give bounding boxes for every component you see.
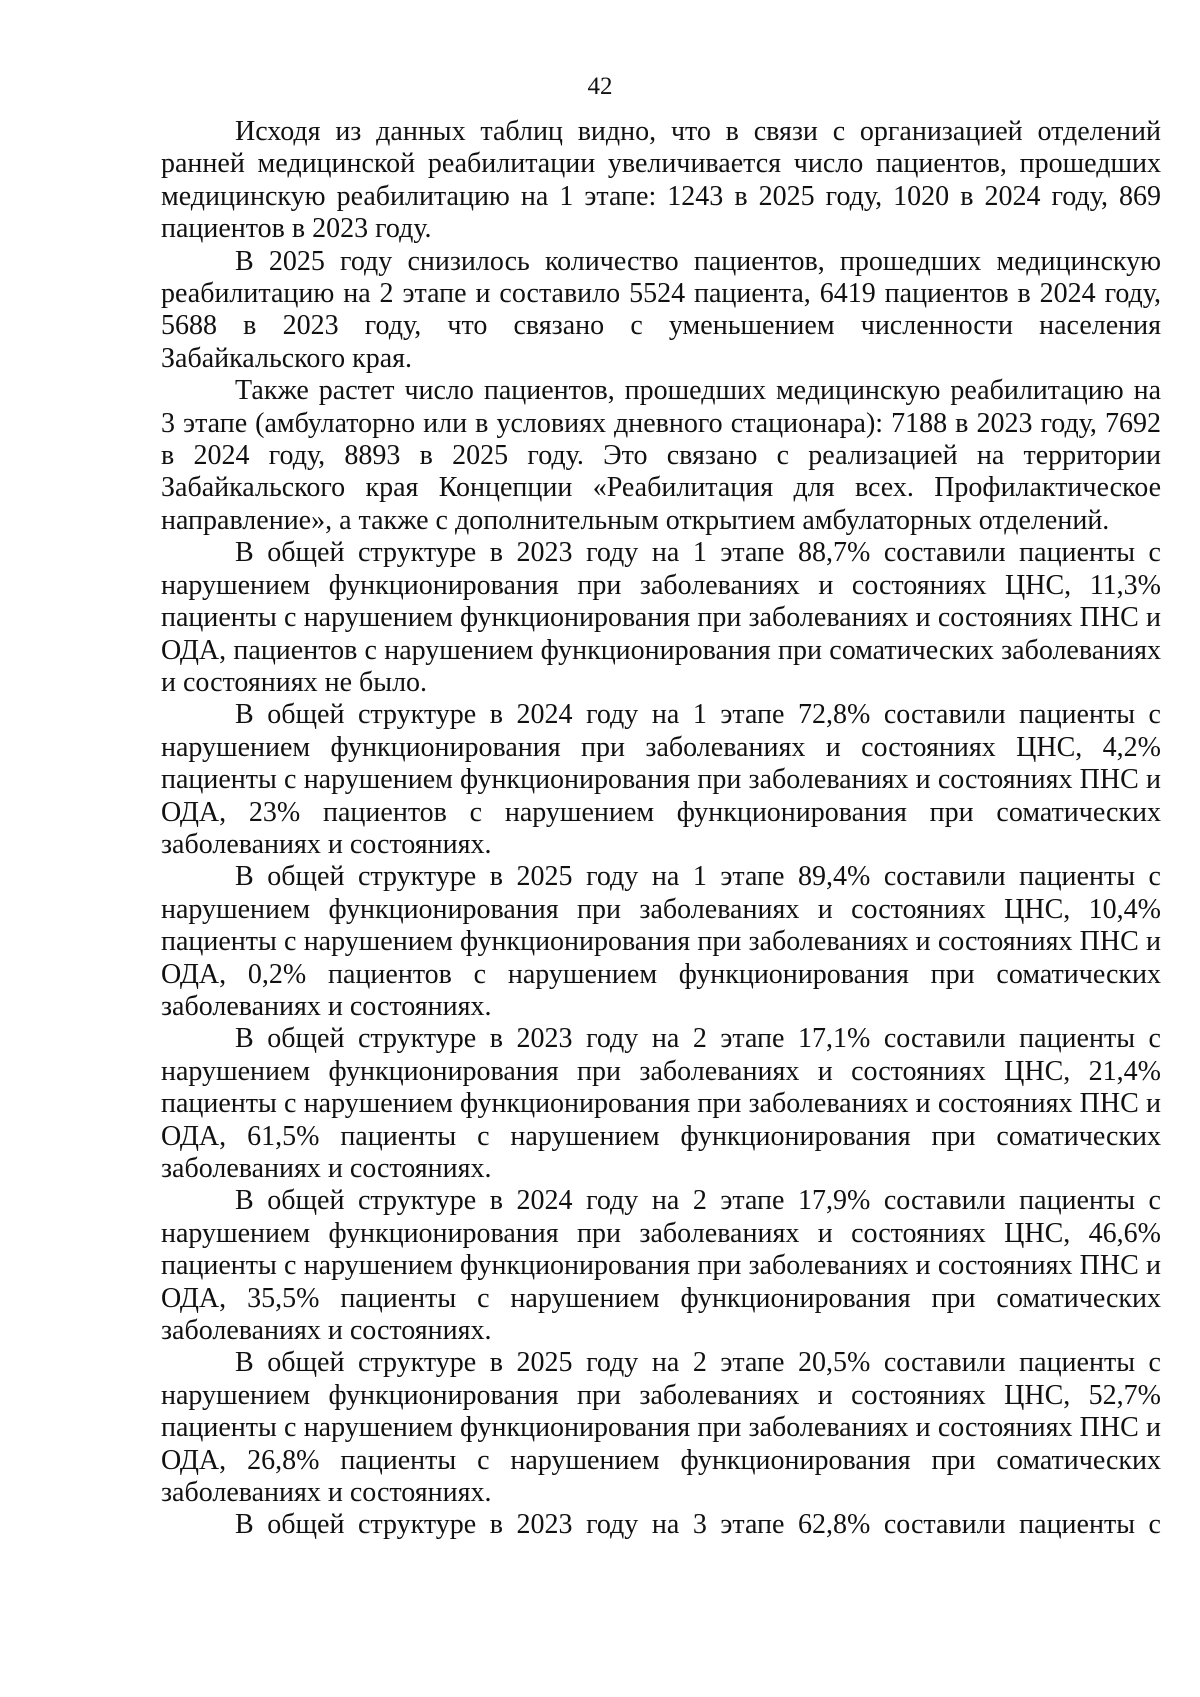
paragraph-structure-2024-stage1: В общей структуре в 2024 году на 1 этапе 72,8% составили пациенты с нарушением функционирования при заболеваниях и состояниях ЦНС, 4,2% пациенты с нарушением функционирования при заболеваниях и состояниях ПНС и ОДА, 23% пациентов с нарушением функционирования при соматических заболеваниях и состояниях. (161, 699, 1161, 860)
paragraph-structure-2023-stage3: В общей структуре в 2023 году на 3 этапе 62,8% составили пациенты с (235, 1509, 1161, 1541)
paragraph-structure-2025-stage2: В общей структуре в 2025 году на 2 этапе 20,5% составили пациенты с нарушением функционирования при заболеваниях и состояниях ЦНС, 52,7% пациенты с нарушением функционирования при заболеваниях и состояниях ПНС и ОДА, 26,8% пациенты с нарушением функционирования при соматических заболеваниях и состояниях. (161, 1347, 1161, 1509)
paragraph-stage1-growth: Исходя из данных таблиц видно, что в связи с организацией отделений ранней медицинской реабилитации увеличивается число пациентов, прошедших медицинскую реабилитацию на 1 этапе: 1243 в 2025 году, 1020 в 2024 году, 869 пациентов в 2023 году. (161, 116, 1161, 245)
body-text (161, 116, 1161, 1542)
page-number: 42 (587, 73, 613, 100)
paragraph-stage3-growth: Также растет число пациентов, прошедших медицинскую реабилитацию на 3 этапе (амбулаторно или в условиях дневного стационара): 7188 в 2023 году, 7692 в 2024 году, 8893 в 2025 году. Это связано с реализацией на территории Забайкальского края Концепции «Реабилитация для всех. Профилактическое направление», а также с дополнительным открытием амбулаторных отделений. (161, 375, 1161, 536)
paragraph-structure-2023-stage1: В общей структуре в 2023 году на 1 этапе 88,7% составили пациенты с нарушением функционирования при заболеваниях и состояниях ЦНС, 11,3% пациенты с нарушением функционирования при заболеваниях и состояниях ПНС и ОДА, пациентов с нарушением функционирования при соматических заболеваниях и состояниях не было. (161, 537, 1161, 698)
paragraph-structure-2023-stage2: В общей структуре в 2023 году на 2 этапе 17,1% составили пациенты с нарушением функционирования при заболеваниях и состояниях ЦНС, 21,4% пациенты с нарушением функционирования при заболеваниях и состояниях ПНС и ОДА, 61,5% пациенты с нарушением функционирования при соматических заболеваниях и состояниях. (161, 1023, 1161, 1184)
paragraph-stage2-decline: В 2025 году снизилось количество пациентов, прошедших медицинскую реабилитацию на 2 этапе и составило 5524 пациента, 6419 пациентов в 2024 году, 5688 в 2023 году, что связано с уменьшением численности населения Забайкальского края. (161, 245, 1161, 374)
paragraph-structure-2025-stage1: В общей структуре в 2025 году на 1 этапе 89,4% составили пациенты с нарушением функционирования при заболеваниях и состояниях ЦНС, 10,4% пациенты с нарушением функционирования при заболеваниях и состояниях ПНС и ОДА, 0,2% пациентов с нарушением функционирования при соматических заболеваниях и состояниях. (161, 861, 1161, 1022)
paragraph-structure-2024-stage2: В общей структуре в 2024 году на 2 этапе 17,9% составили пациенты с нарушением функционирования при заболеваниях и состояниях ЦНС, 46,6% пациенты с нарушением функционирования при заболеваниях и состояниях ПНС и ОДА, 35,5% пациенты с нарушением функционирования при соматических заболеваниях и состояниях. (161, 1185, 1161, 1347)
